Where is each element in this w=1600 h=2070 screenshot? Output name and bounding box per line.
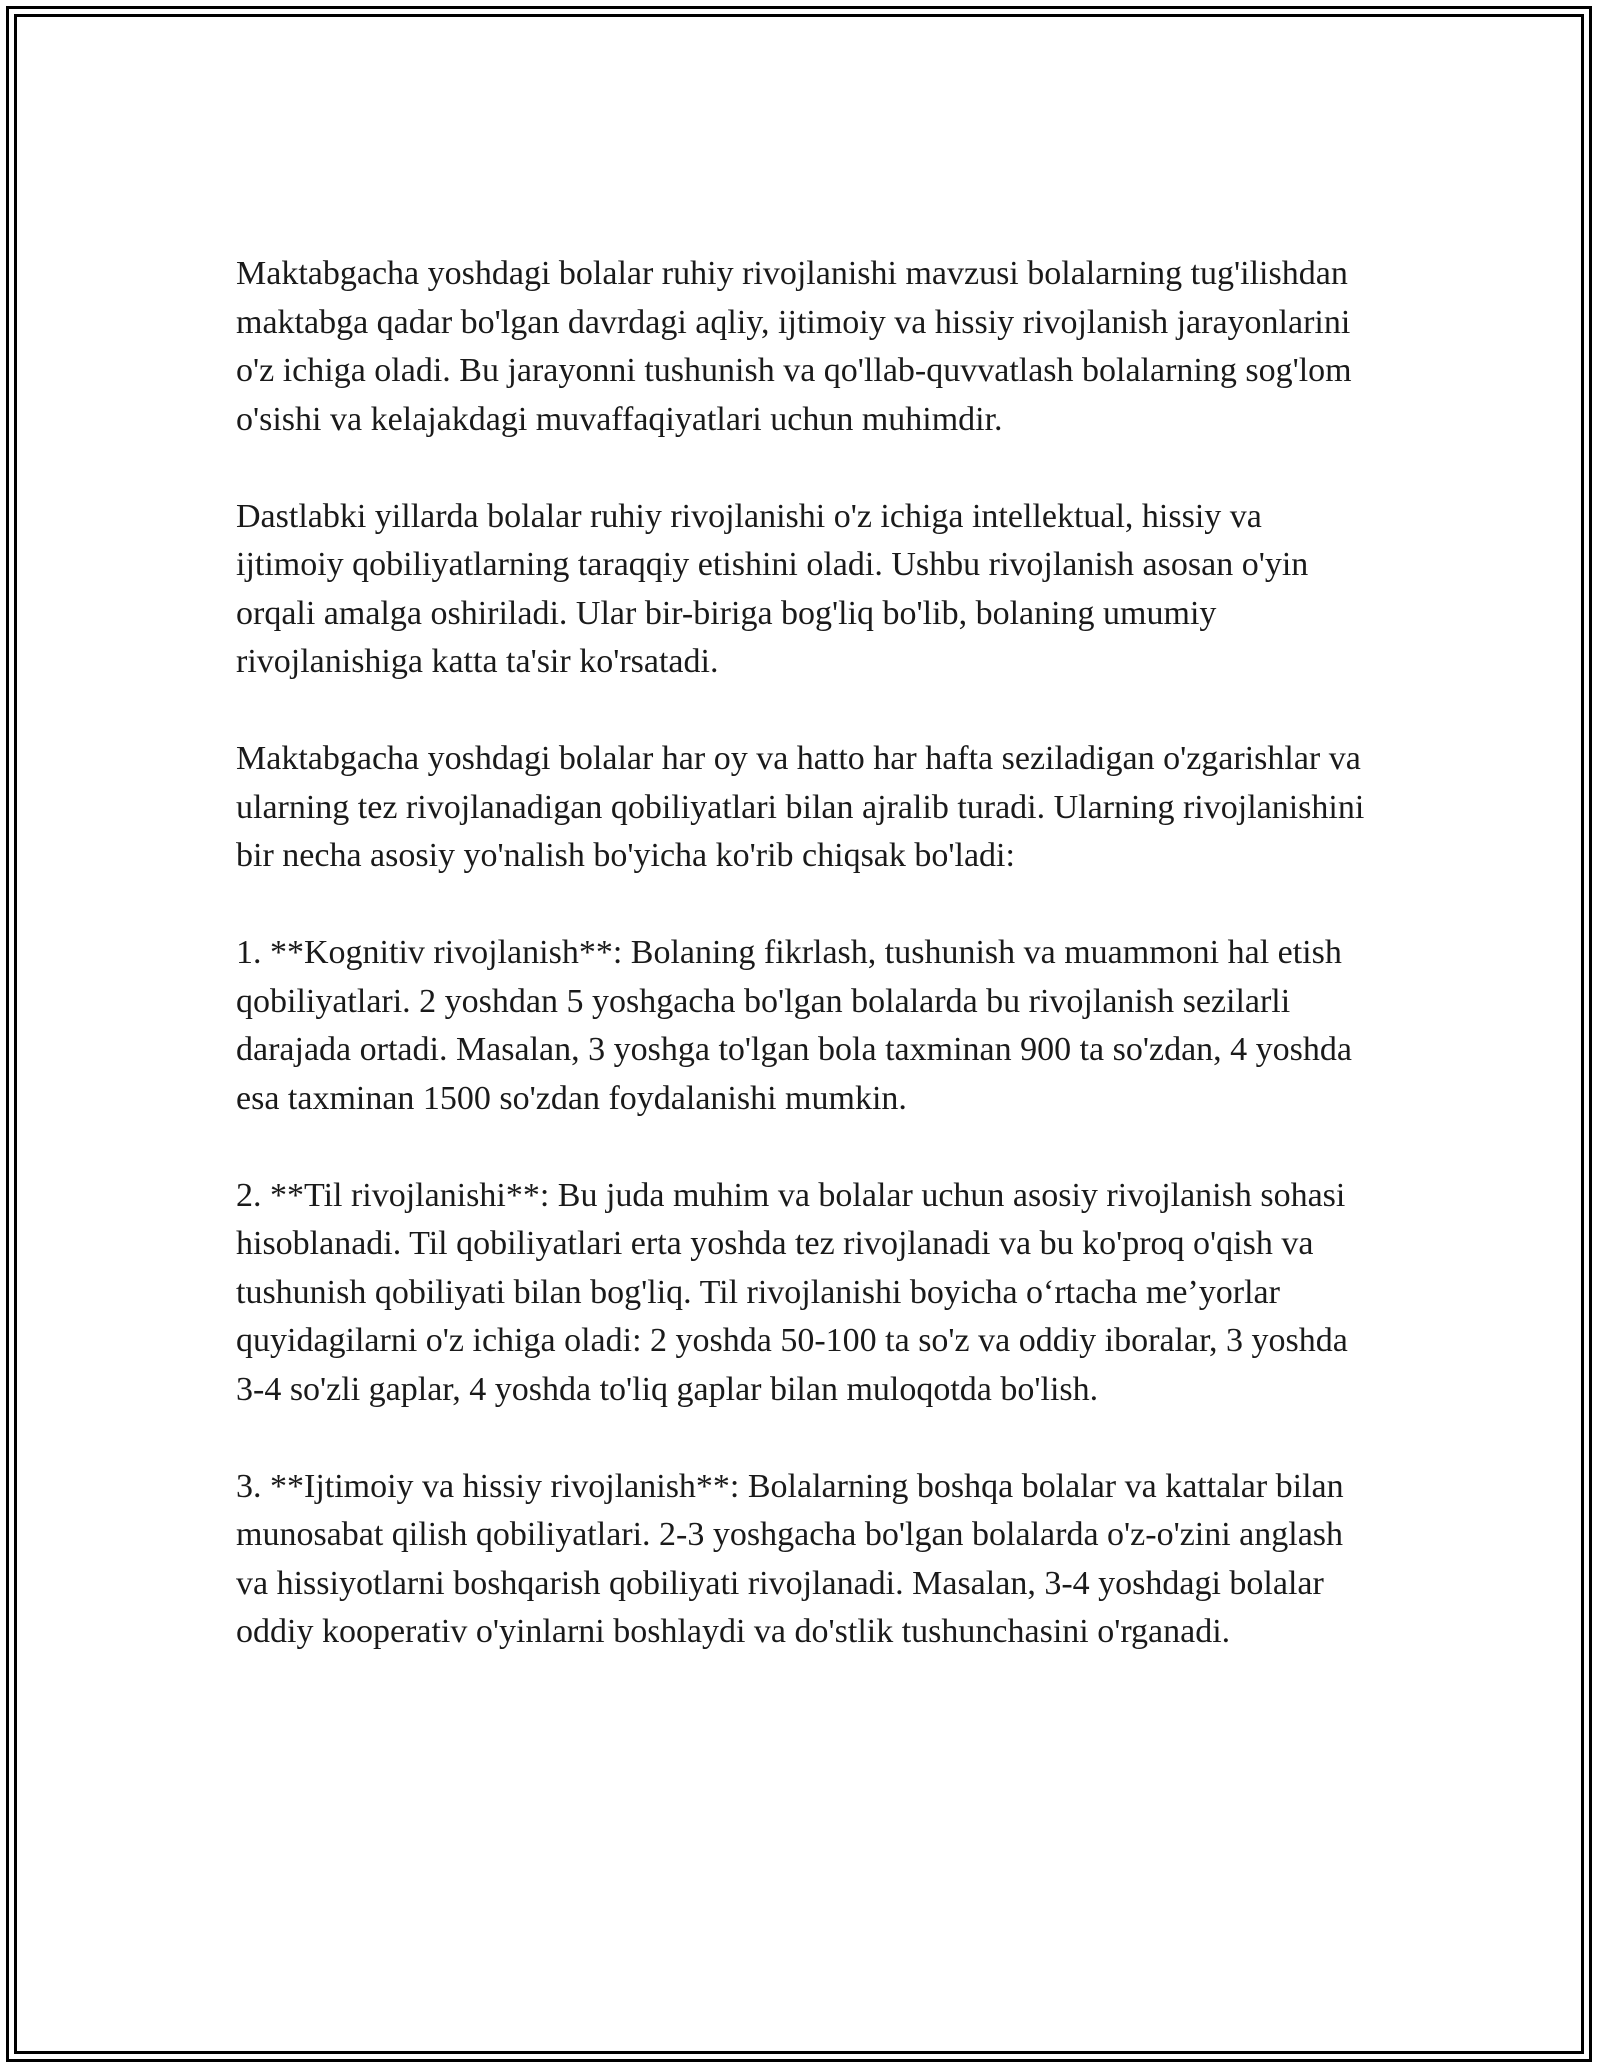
paragraph-early-years: Dastlabki yillarda bolalar ruhiy rivojlanishi o'z ichiga intellektual, hissiy va ijtimoiy qobiliyatlarning taraqqiy etishini oladi. Ushbu rivojlanish asosan o'yin orqali amalga oshiriladi. Ular bir-biriga bog'liq bo'lib, bolaning umumiy rivojlanishiga katta ta'sir ko'rsatadi. (236, 497, 1309, 680)
paragraph-cognitive: 1. **Kognitiv rivojlanish**: Bolaning fikrlash, tushunish va muammoni hal etish qobiliyatlari. 2 yoshdan 5 yoshgacha bo'lgan bolalarda bu rivojlanish sezilarli darajada ortadi. Masalan, 3 yoshga to'lgan bola taxminan 900 ta so'zdan, 4 yoshda esa taxminan 1500 so'zdan foydalanishi mumkin. (236, 934, 1353, 1117)
paragraph-preschool-changes: Maktabgacha yoshdagi bolalar har oy va hatto har hafta seziladigan o'zgarishlar va ularning tez rivojlanadigan qobiliyatlari bilan ajralib turadi. Ularning rivojlanishini bir necha asosiy yo'nalish bo'yicha ko'rib chiqsak bo'ladi: (236, 740, 1365, 874)
paragraph-intro: Maktabgacha yoshdagi bolalar ruhiy rivojlanishi mavzusi bolalarning tug'ilishdan maktabga qadar bo'lgan davrdagi aqliy, ijtimoiy va hissiy rivojlanish jarayonlarini o'z ichiga oladi. Bu jarayonni tushunish va qo'llab-quvvatlash bolalarning sog'lom o'sishi va kelajakdagi muvaffaqiyatlari uchun muhimdir. (236, 255, 1352, 438)
paragraph-language: 2. **Til rivojlanishi**: Bu juda muhim va bolalar uchun asosiy rivojlanish sohasi hisoblanadi. Til qobiliyatlari erta yoshda tez rivojlanadi va bu ko'proq o'qish va tushunish qobiliyati bilan bog'liq. Til rivojlanishi boyicha o‘rtacha me’yorlar quyidagilarni o'z ichiga oladi: 2 yoshda 50-100 ta so'z va oddiy iboralar, 3 yoshda 3-4 so'zli gaplar, 4 yoshda to'liq gaplar bilan muloqotda bo'lish. (236, 1176, 1348, 1408)
document-body (236, 250, 1366, 1705)
paragraph-social-emotional: 3. **Ijtimoiy va hissiy rivojlanish**: Bolalarning boshqa bolalar va kattalar bilan munosabat qilish qobiliyatlari. 2-3 yoshgacha bo'lgan bolalarda o'z-o'zini anglash va hissiyotlarni boshqarish qobiliyati rivojlanadi. Masalan, 3-4 yoshdagi bolalar oddiy kooperativ o'yinlarni boshlaydi va do'stlik tushunchasini o'rganadi. (236, 1467, 1344, 1650)
